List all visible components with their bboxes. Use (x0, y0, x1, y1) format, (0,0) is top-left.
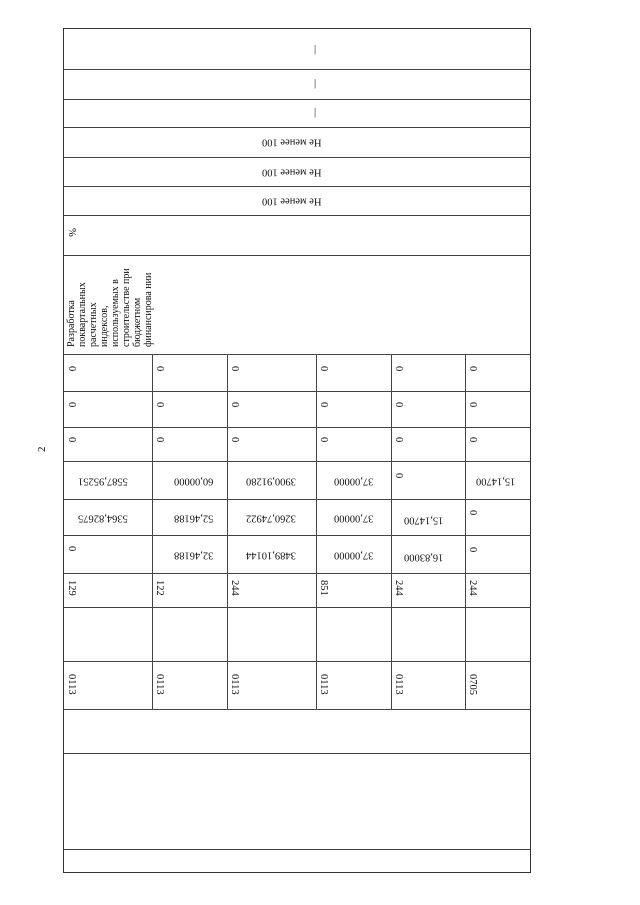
row-divider (64, 461, 530, 462)
top-row-text: Не менее 100 (262, 195, 322, 207)
row-divider (64, 427, 530, 428)
zero-cell: 0 (467, 366, 478, 372)
section-cell: 0705 (467, 674, 478, 695)
zero-cell: 0 (318, 402, 329, 408)
zero-cell: 0 (467, 402, 478, 408)
zero-cell: 0 (393, 366, 404, 372)
zero-cell: 0 (229, 402, 240, 408)
row-divider (64, 849, 530, 850)
code-cell: 244 (393, 580, 404, 596)
zero-cell: 0 (66, 402, 77, 408)
section-cell: 0113 (154, 674, 165, 695)
value-cell: 52,46188 (174, 512, 214, 524)
code-cell: 122 (154, 580, 165, 596)
row-divider (64, 391, 530, 392)
row-divider (64, 99, 530, 100)
section-cell: 0113 (318, 674, 329, 695)
top-row-text: | (314, 107, 317, 119)
value-cell: 60,00000 (174, 475, 214, 487)
rotated-table (63, 28, 531, 873)
value-cell: 5364,82675 (78, 512, 128, 524)
top-row-text: Не менее 100 (262, 166, 322, 178)
value-cell: 37,00000 (334, 549, 374, 561)
value-cell: 3900,91280 (246, 475, 296, 487)
top-row-text: | (314, 44, 317, 56)
section-cell: 0113 (393, 674, 404, 695)
value-cell: 0 (393, 473, 404, 479)
row-divider (64, 753, 530, 754)
zero-cell: 0 (66, 437, 77, 443)
zero-cell: 0 (393, 437, 404, 443)
row-divider (64, 354, 530, 355)
row-divider (64, 215, 530, 216)
value-cell: 37,00000 (334, 475, 374, 487)
column-divider (316, 354, 317, 709)
row-divider (64, 499, 530, 500)
zero-cell: 0 (393, 402, 404, 408)
value-cell: 0 (467, 547, 478, 553)
row-divider (64, 127, 530, 128)
value-cell: 15,14700 (404, 514, 444, 526)
row-divider (64, 535, 530, 536)
row-divider (64, 709, 530, 710)
page-number: 2 (36, 446, 48, 452)
zero-cell: 0 (229, 366, 240, 372)
zero-cell: 0 (66, 366, 77, 372)
section-cell: 0113 (66, 674, 77, 695)
column-divider (391, 354, 392, 709)
zero-cell: 0 (154, 437, 165, 443)
row-divider (64, 573, 530, 574)
zero-cell: 0 (154, 402, 165, 408)
code-cell: 244 (467, 580, 478, 596)
zero-cell: 0 (318, 366, 329, 372)
zero-cell: 0 (229, 437, 240, 443)
value-cell: 32,46188 (174, 549, 214, 561)
top-row-text: | (314, 78, 317, 90)
column-divider (152, 354, 153, 709)
top-row-text: Не менее 100 (262, 136, 322, 148)
row-divider (64, 69, 530, 70)
value-cell: 0 (467, 510, 478, 516)
value-cell: 5587,95251 (78, 475, 128, 487)
column-divider (465, 354, 466, 709)
value-cell: 15,14700 (476, 475, 516, 487)
row-divider (64, 607, 530, 608)
value-cell: 3489,10144 (246, 549, 296, 561)
unit-label: % (66, 228, 77, 237)
value-cell: 0 (66, 546, 77, 552)
value-cell: 37,00000 (334, 512, 374, 524)
row-divider (64, 661, 530, 662)
row-divider (64, 255, 530, 256)
section-cell: 0113 (229, 674, 240, 695)
zero-cell: 0 (467, 437, 478, 443)
code-cell: 244 (229, 580, 240, 596)
description-text: Разработка поквартальных расчетных индексов, используемых в строительстве при бюджетном финансирова нии (66, 268, 154, 347)
zero-cell: 0 (154, 366, 165, 372)
value-cell: 16,83000 (404, 551, 444, 563)
value-cell: 3260,74922 (246, 512, 296, 524)
code-cell: 129 (66, 580, 77, 596)
row-divider (64, 186, 530, 187)
code-cell: 851 (318, 580, 329, 596)
row-divider (64, 157, 530, 158)
column-divider (227, 354, 228, 709)
zero-cell: 0 (318, 437, 329, 443)
